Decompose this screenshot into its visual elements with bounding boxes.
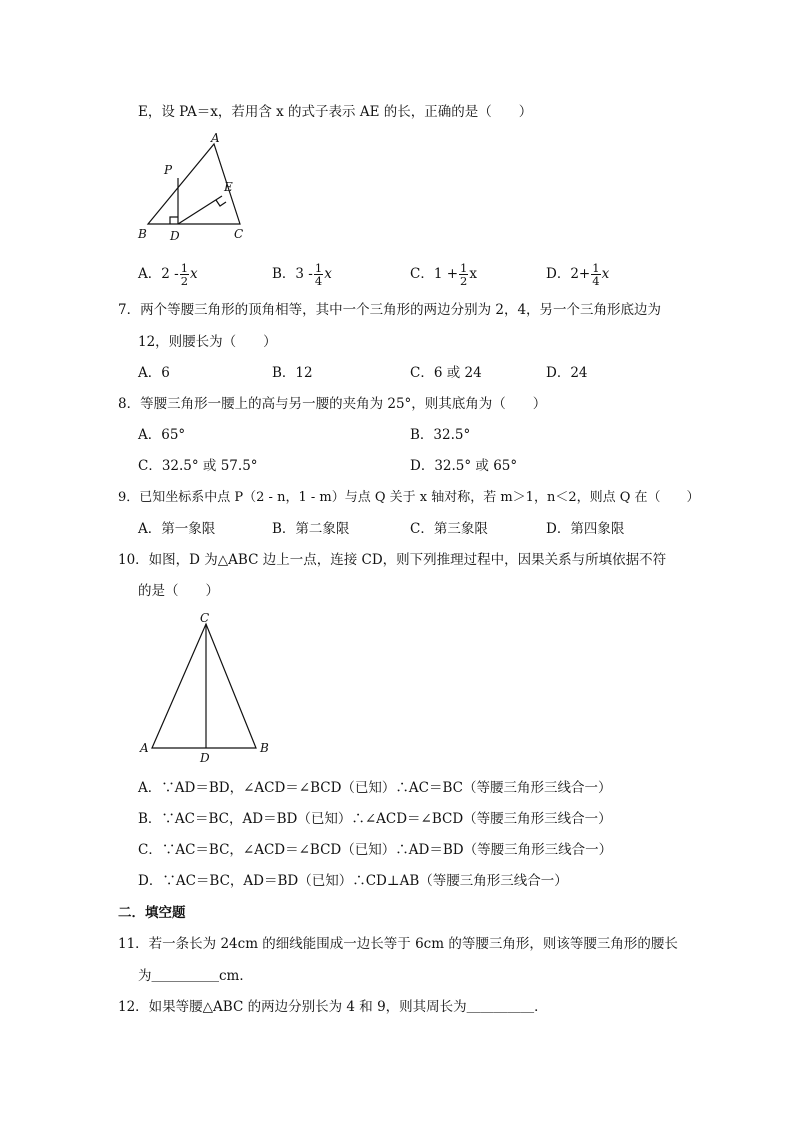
q6-figure: [134, 131, 274, 244]
q6-segment-de: [178, 196, 222, 224]
q6-option-c: C．1 + $\frac{1}{2}$ x: [410, 261, 477, 288]
fraction: $\frac{1}{4}$: [314, 261, 323, 288]
q10-option-c: C．∵AC＝BC，∠ACD＝∠BCD（已知）∴AD＝BD（等腰三角形三线合一）: [138, 842, 613, 858]
q10-stem-line2: 的是（ ）: [138, 583, 219, 599]
q6-right-angle-e: [216, 200, 226, 206]
q6-option-a: A．2 - $\frac{1}{2}$ x: [138, 261, 198, 288]
q10-stem-line1: 10．如图，D 为△ABC 边上一点，连接 CD，则下列推理过程中，因果关系与所填依据不符: [118, 552, 667, 568]
q7-option-c: C．6 或 24: [410, 365, 482, 381]
q6-option-b: B．3 - $\frac{1}{4}$ x: [272, 261, 332, 288]
q10-option-b: B．∵AC＝BC，AD＝BD（已知）∴∠ACD＝∠BCD（等腰三角形三线合一）: [138, 811, 612, 827]
q6-label-c: C: [234, 227, 244, 241]
q10-option-d: D．∵AC＝BC，AD＝BD（已知）∴CD⊥AB（等腰三角形三线合一）: [138, 873, 568, 889]
q7-stem-line2: 12，则腰长为（ ）: [138, 334, 277, 350]
q8-option-b: B．32.5°: [410, 427, 471, 443]
q7-option-d: D．24: [546, 365, 588, 381]
q7-stem-line1: 7．两个等腰三角形的顶角相等，其中一个三角形的两边分别为 2，4，另一个三角形底边为: [118, 302, 662, 318]
q6-label-e: E: [224, 180, 233, 194]
q10-label-c: C: [200, 611, 210, 625]
q12-stem: 12．如果等腰△ABC 的两边分别长为 4 和 9，则其周长为＿＿＿＿＿．: [118, 999, 548, 1015]
q11-stem-line1: 11．若一条长为 24cm 的细线能围成一边长等于 6cm 的等腰三角形，则该等腰三角形的腰长: [118, 936, 678, 952]
q9-option-c: C．第三象限: [410, 521, 488, 537]
q9-option-b: B．第二象限: [272, 521, 350, 537]
fraction: $\frac{1}{2}$: [460, 261, 468, 288]
q10-label-b: B: [260, 741, 269, 755]
q7-option-b: B．12: [272, 365, 313, 381]
q8-stem: 8．等腰三角形一腰上的高与另一腰的夹角为 25°，则其底角为（ ）: [118, 396, 547, 412]
q9-option-a: A．第一象限: [138, 521, 216, 537]
q10-figure: [140, 611, 280, 765]
q6-label-b: B: [138, 227, 147, 241]
q9-option-d: D．第四象限: [546, 521, 625, 537]
q6-label-p: P: [164, 163, 173, 177]
q8-option-c: C．32.5° 或 57.5°: [138, 458, 258, 474]
q6-label-d: D: [170, 229, 180, 243]
q6-stem-tail: E，设 PA＝x，若用含 x 的式子表示 AE 的长，正确的是（ ）: [138, 104, 533, 120]
q11-stem-line2: 为＿＿＿＿＿cm．: [138, 968, 253, 984]
q8-option-d: D．32.5° 或 65°: [410, 458, 518, 474]
q7-option-a: A．6: [138, 365, 170, 381]
section-heading: 二．填空题: [118, 905, 186, 921]
q6-option-d: D．2+ $\frac{1}{4}$ x: [546, 261, 610, 288]
q9-stem: 9．已知坐标系中点 P（2 - n，1 - m）与点 Q 关于 x 轴对称，若 m＞1，n＜2，则点 Q 在（ ）: [118, 490, 700, 505]
q10-triangle-abc: [152, 624, 256, 748]
q10-label-d: D: [200, 751, 210, 765]
q10-option-a: A．∵AD＝BD，∠ACD＝∠BCD（已知）∴AC＝BC（等腰三角形三线合一）: [138, 780, 612, 796]
q6-label-a: A: [211, 131, 220, 145]
fraction: $\frac{1}{2}$: [180, 261, 189, 288]
q10-label-a: A: [140, 741, 149, 755]
q6-right-angle-d: [170, 217, 178, 224]
fraction: $\frac{1}{4}$: [592, 261, 600, 288]
q8-option-a: A．65°: [138, 427, 186, 443]
